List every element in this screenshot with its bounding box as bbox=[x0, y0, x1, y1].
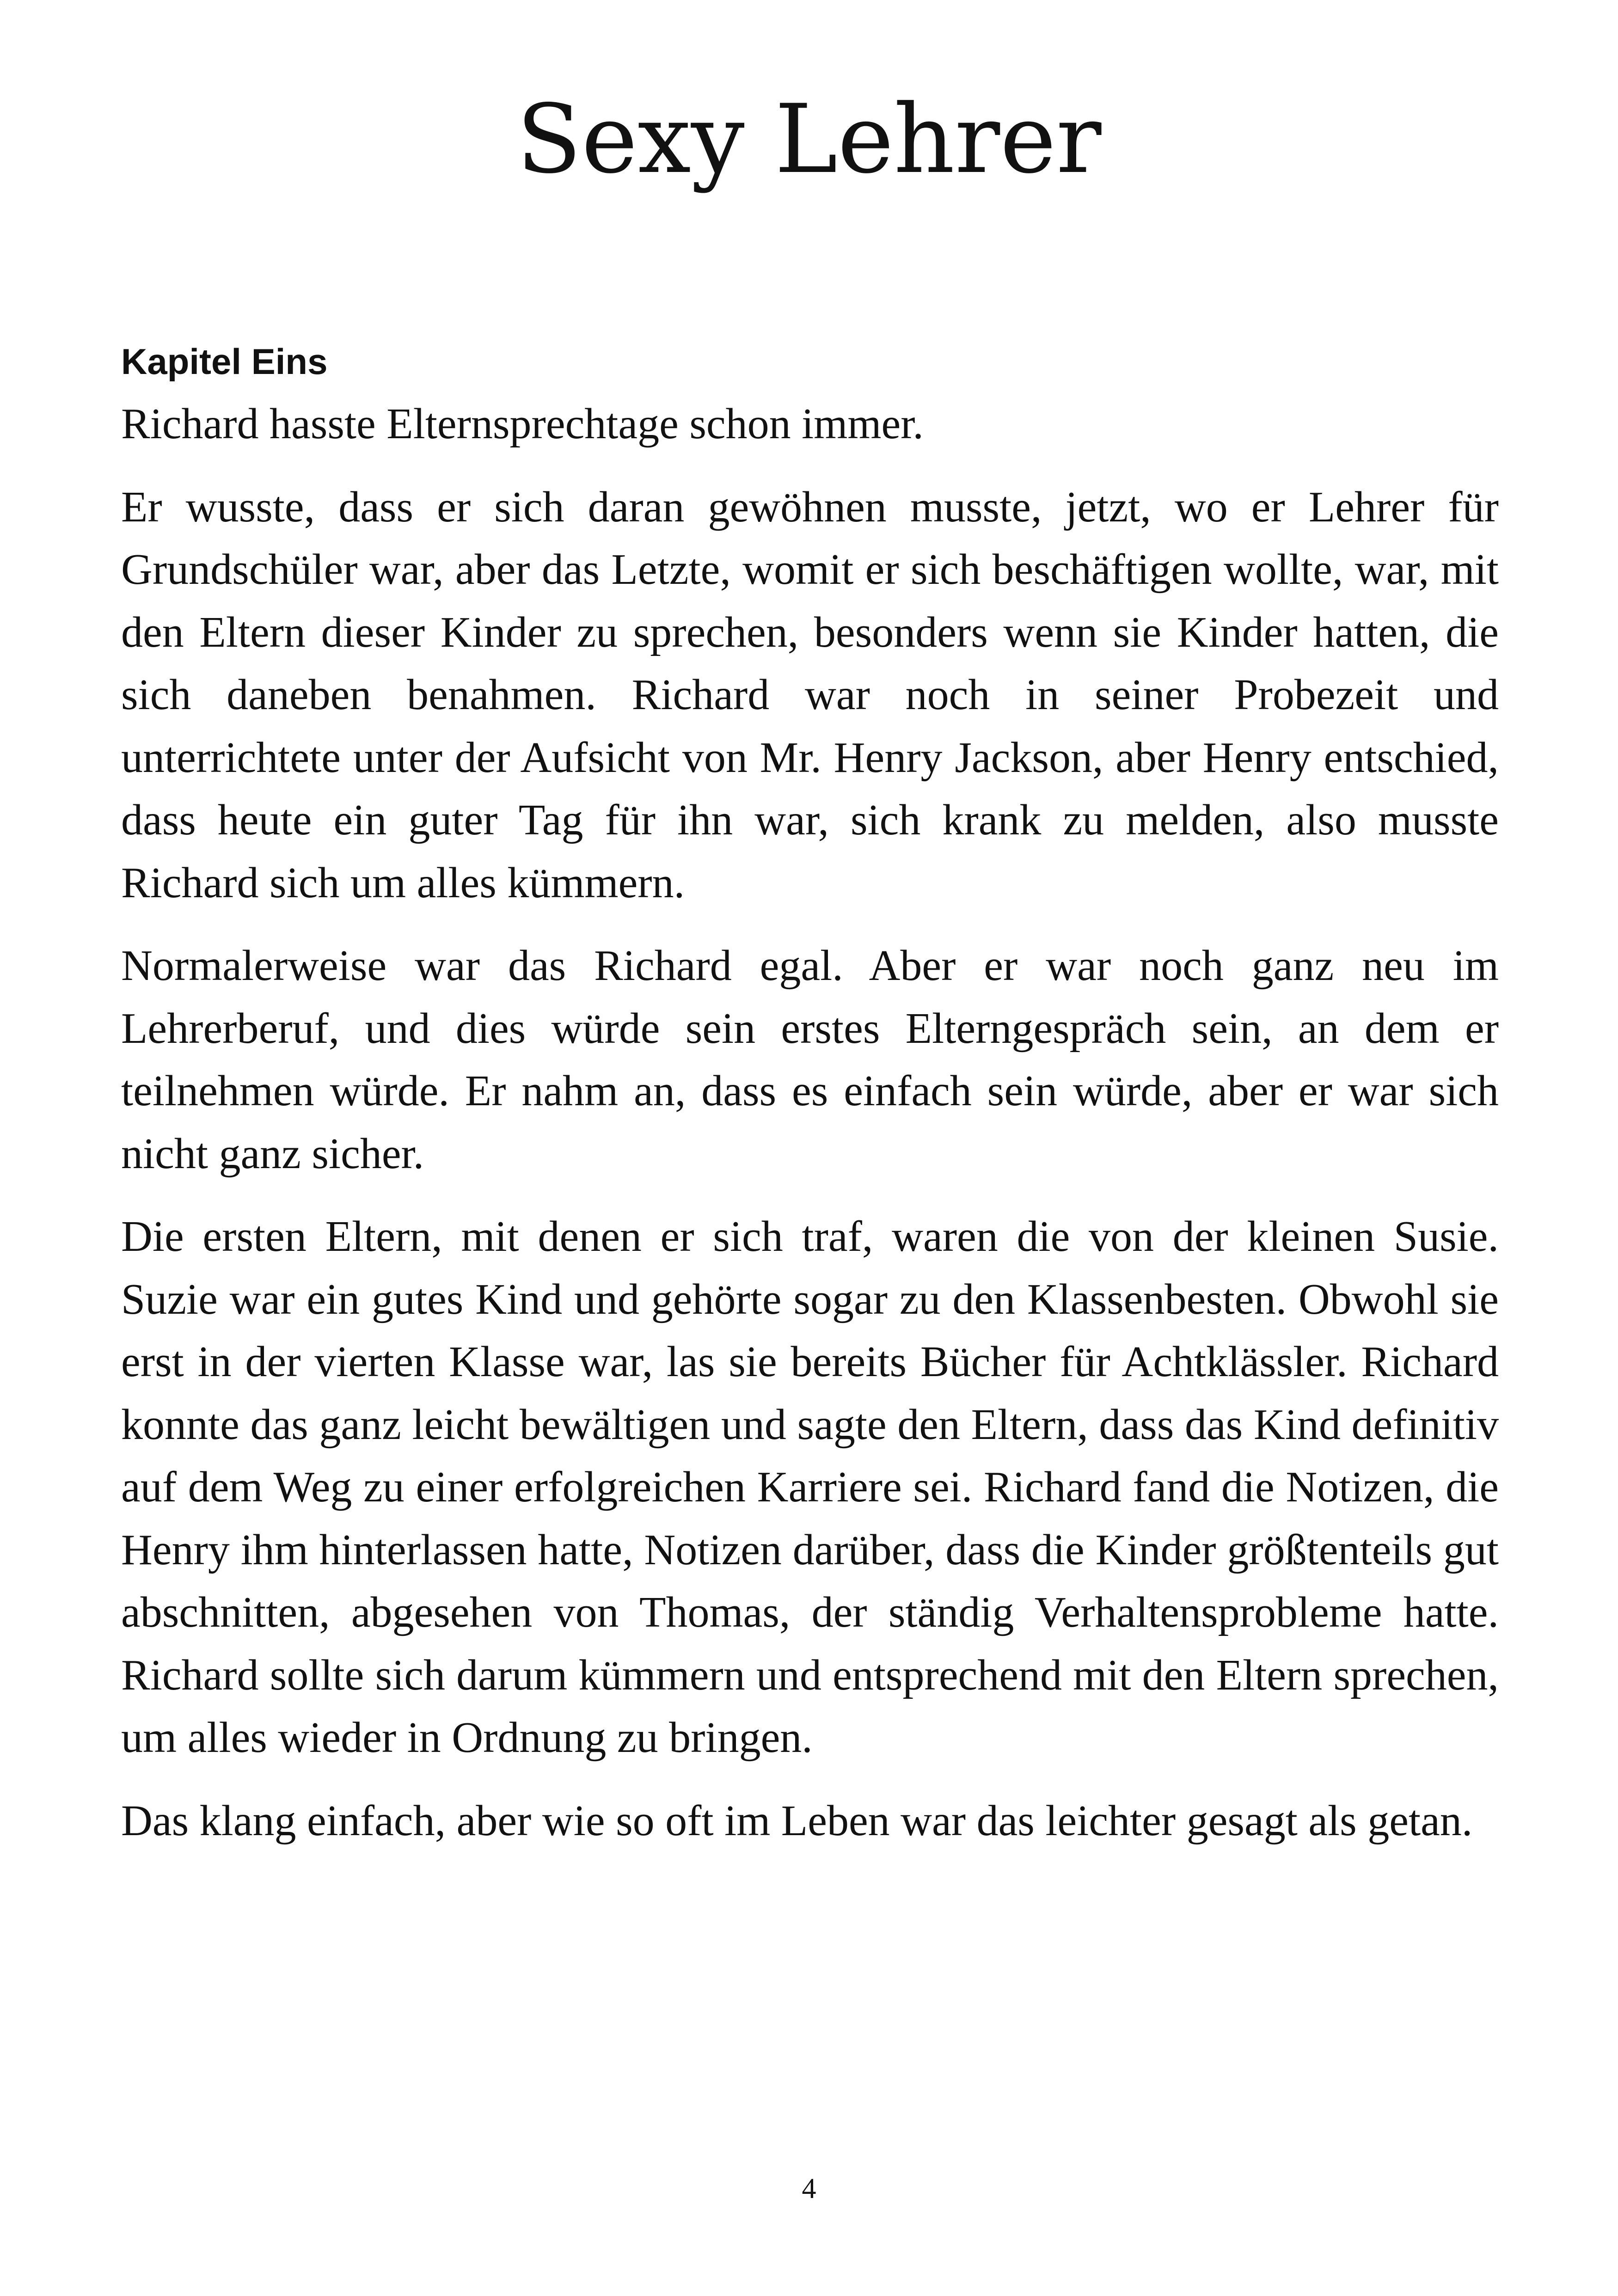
document-body bbox=[121, 331, 1499, 1873]
paragraph-2: Er wusste, dass er sich daran gewöhnen musste, jetzt, wo er Lehrer für Grundschüler war, aber das Letzte, womit er sich beschäftigen wollte, war, mit den Eltern dieser Kinder zu sprechen, besonders wenn sie Kinder hatten, die sich daneben benahmen. Richard war noch in seiner Probezeit und unterrichtete unter der Aufsicht von Mr. Henry Jackson, aber Henry entschied, dass heute ein guter Tag für ihn war, sich krank zu melden, also musste Richard sich um alles kümmern. bbox=[121, 483, 1499, 907]
paragraph-1: Richard hasste Elternsprechtage schon immer. bbox=[121, 400, 924, 448]
document-title: Sexy Lehrer bbox=[516, 85, 1102, 195]
paragraph-3: Normalerweise war das Richard egal. Aber er war noch ganz neu im Lehrerberuf, und dies würde sein erstes Elterngespräch sein, an dem er teilnehmen würde. Er nahm an, dass es einfach sein würde, aber er war sich nicht ganz sicher. bbox=[121, 942, 1499, 1178]
paragraph-4: Die ersten Eltern, mit denen er sich traf, waren die von der kleinen Susie. Suzie war ein gutes Kind und gehörte sogar zu den Klassenbesten. Obwohl sie erst in der vierten Klasse war, las sie bereits Bücher für Achtklässler. Richard konnte das ganz leicht bewältigen und sagte den Eltern, dass das Kind definitiv auf dem Weg zu einer erfolgreichen Karriere sei. Richard fand die Notizen, die Henry ihm hinterlassen hatte, Notizen darüber, dass die Kinder größtenteils gut abschnitten, abgesehen von Thomas, der ständig Verhaltensprobleme hatte. Richard sollte sich darum kümmern und entsprechend mit den Eltern sprechen, um alles wieder in Ordnung zu bringen. bbox=[121, 1212, 1499, 1762]
page-number: 4 bbox=[802, 2173, 816, 2204]
chapter-heading: Kapitel Eins bbox=[121, 341, 328, 382]
paragraph-5: Das klang einfach, aber wie so oft im Leben war das leichter gesagt als getan. bbox=[121, 1796, 1473, 1845]
